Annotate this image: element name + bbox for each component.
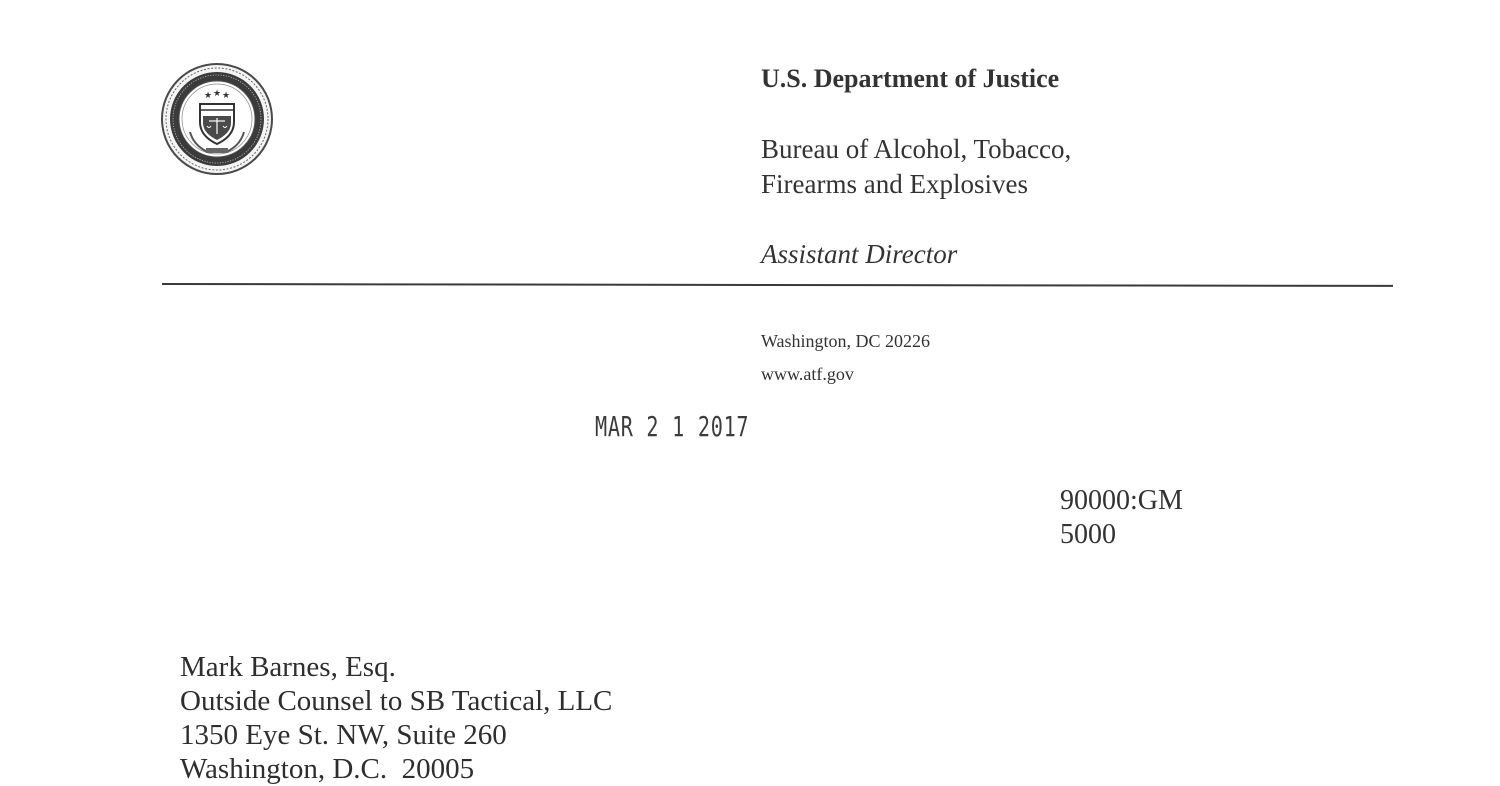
svg-text:★: ★ bbox=[213, 89, 222, 99]
letterhead bbox=[761, 62, 1321, 271]
svg-text:★: ★ bbox=[204, 91, 213, 101]
svg-text:★: ★ bbox=[222, 91, 231, 101]
atf-seal-icon bbox=[160, 62, 274, 176]
bureau-name-line2: Firearms and Explosives bbox=[761, 169, 1028, 199]
office-title: Assistant Director bbox=[761, 239, 958, 269]
recipient-name: Mark Barnes, Esq. bbox=[180, 651, 396, 683]
reference-line1: 90000:GM bbox=[1060, 485, 1183, 516]
recipient-street: 1350 Eye St. NW, Suite 260 bbox=[180, 719, 507, 751]
office-address bbox=[761, 325, 930, 391]
office-website: www.atf.gov bbox=[761, 364, 854, 384]
letterhead-divider bbox=[162, 283, 1393, 287]
bureau-name bbox=[761, 132, 1321, 202]
reference-line2: 5000 bbox=[1060, 519, 1116, 550]
recipient-city: Washington, D.C. 20005 bbox=[180, 753, 475, 785]
reference-code bbox=[1060, 484, 1183, 552]
office-city: Washington, DC 20226 bbox=[761, 331, 931, 351]
department-name: U.S. Department of Justice bbox=[761, 64, 1060, 93]
recipient-title: Outside Counsel to SB Tactical, LLC bbox=[180, 685, 613, 717]
date-stamp: MAR 2 1 2017 bbox=[595, 410, 750, 443]
recipient-address bbox=[180, 650, 612, 786]
bureau-name-line1: Bureau of Alcohol, Tobacco, bbox=[761, 134, 1072, 164]
